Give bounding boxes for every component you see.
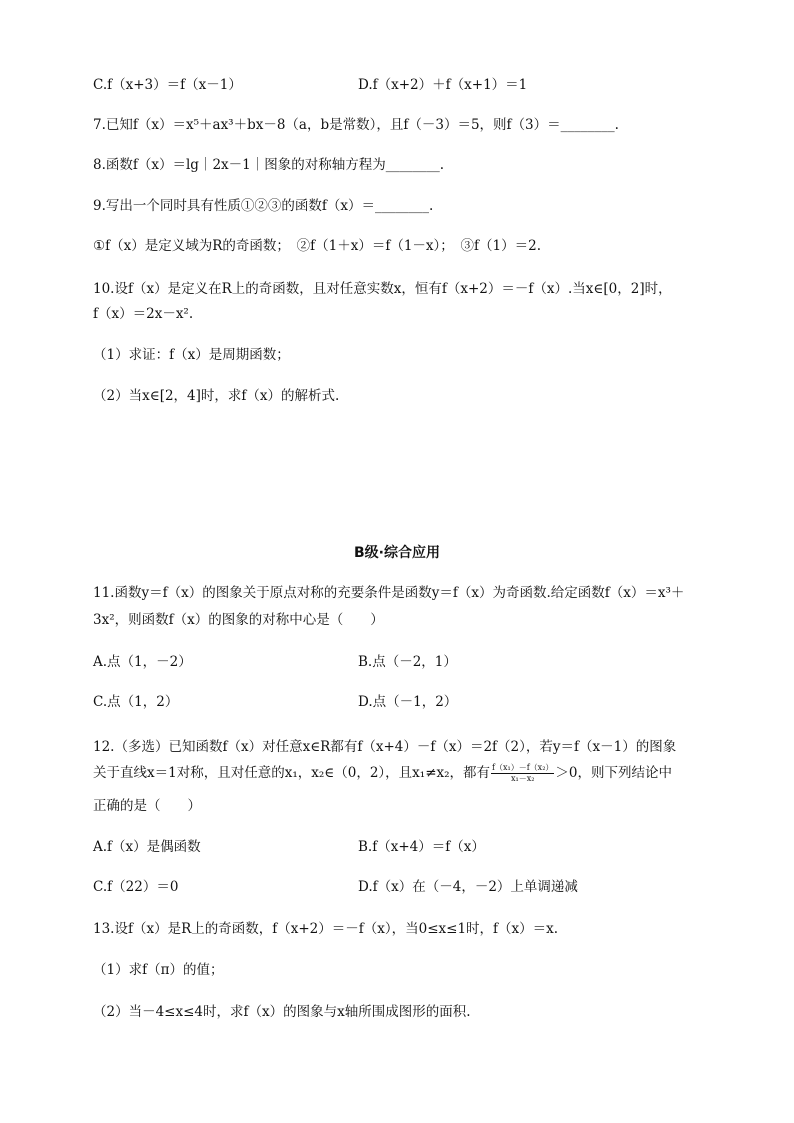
question-12-prompt: 正确的是（ ） [93,798,201,814]
q11-option-a: A.点（1，－2） [93,654,192,670]
question-13-part-1: （1）求f（π）的值； [93,962,224,978]
q12-option-a: A.f（x）是偶函数 [93,839,201,855]
question-12-stem-cont [93,763,672,784]
question-10-part-2: （2）当x∈[2，4]时，求f（x）的解析式. [93,388,340,404]
question-10-stem: 10.设f（x）是定义在R上的奇函数，且对任意实数x，恒有f（x+2）＝－f（x）.当x∈[0，2]时， [93,281,672,297]
difference-quotient-fraction [491,763,554,784]
question-10-stem-cont: f（x）＝2x－x². [93,306,194,322]
question-13-part-2: （2）当－4≤x≤4时，求f（x）的图象与x轴所围成图形的面积. [93,1004,471,1020]
q12-option-b: B.f（x+4）＝f（x） [358,839,485,855]
question-11-stem-cont: 3x²，则函数f（x）的图象的对称中心是（ ） [93,612,384,628]
q12-option-d: D.f（x）在（－4，－2）上单调递减 [358,879,578,895]
q11-option-b: B.点（－2，1） [358,654,457,670]
question-9-properties: ①f（x）是定义域为R的奇函数； ②f（1＋x）＝f（1－x）； ③f（1）＝2. [93,238,541,254]
q11-option-c: C.点（1，2） [93,694,179,710]
question-11-stem: 11.函数y＝f（x）的图象关于原点对称的充要条件是函数y＝f（x）为奇函数.给定函数f（x）＝x³＋ [93,585,685,601]
q11-option-d: D.点（－1，2） [358,694,458,710]
fraction-numerator: f（x₁）－f（x₂） [492,763,554,772]
question-13-stem: 13.设f（x）是R上的奇函数，f（x+2）＝－f（x），当0≤x≤1时，f（x）＝x. [93,921,559,937]
q12-text-after-fraction: ＞0，则下列结论中 [555,765,672,781]
question-10-part-1: （1）求证：f（x）是周期函数； [93,347,290,363]
question-9: 9.写出一个同时具有性质①②③的函数f（x）＝________. [93,198,434,214]
question-12-stem: 12.（多选）已知函数f（x）对任意x∈R都有f（x+4）－f（x）＝2f（2），若y＝f（x－1）的图象 [93,739,677,755]
fraction-denominator: x₁－x₂ [511,774,535,783]
question-7: 7.已知f（x）＝x⁵＋ax³＋bx－8（a，b是常数），且f（－3）＝5，则f（3）＝________. [93,117,619,133]
q6-option-c: C.f（x+3）＝f（x－1） [93,77,242,93]
question-8: 8.函数f（x）＝lg｜2x－1｜图象的对称轴方程为________. [93,157,445,173]
section-heading: B级·综合应用 [354,545,440,561]
q12-text-before-fraction: 关于直线x＝1对称，且对任意的x₁，x₂∈（0，2），且x₁≠x₂，都有 [93,765,491,781]
q12-option-c: C.f（22）＝0 [93,879,179,895]
q6-option-d: D.f（x+2）＋f（x+1）＝1 [358,77,528,93]
